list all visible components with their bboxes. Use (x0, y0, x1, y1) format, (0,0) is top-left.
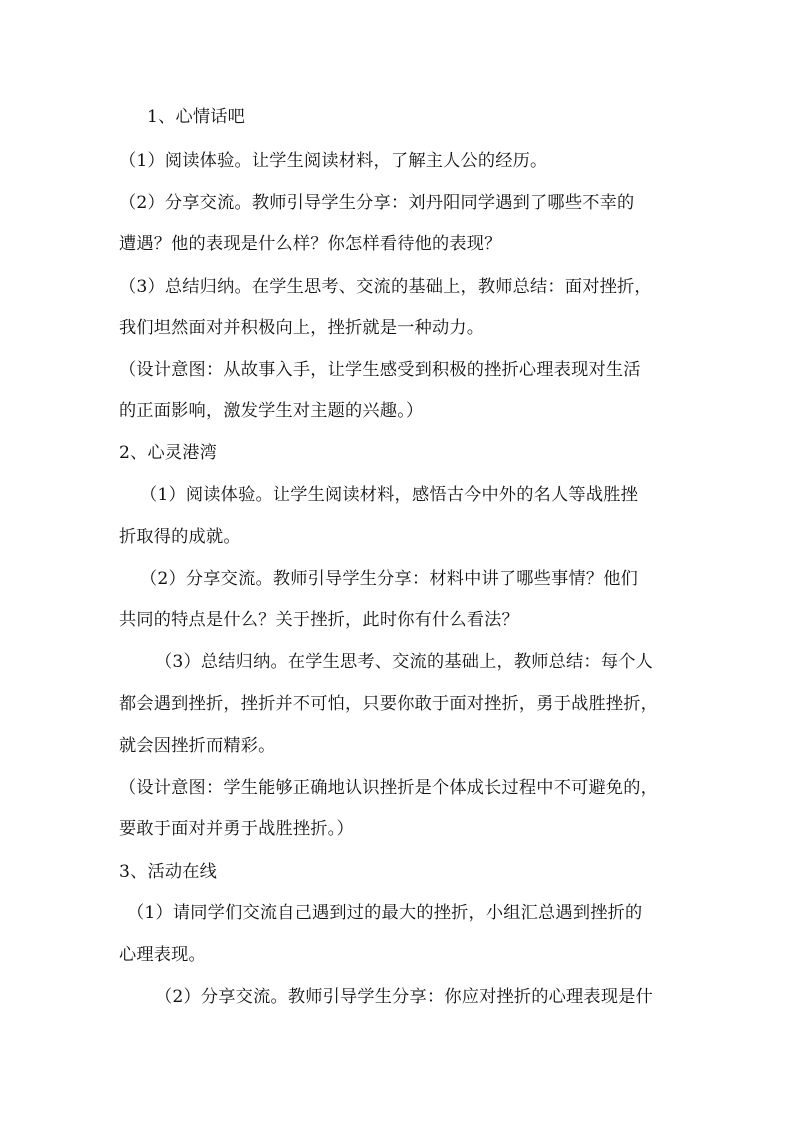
paragraph-line: （2）分享交流。教师引导学生分享：材料中讲了哪些事情？他们 (140, 569, 638, 589)
paragraph-line: 心理表现。 (119, 945, 206, 965)
paragraph-line: 就会因挫折而精彩。 (119, 736, 276, 756)
design-intent-line: （设计意图：从故事入手，让学生感受到积极的挫折心理表现对生活 (119, 360, 641, 380)
paragraph-line: （2）分享交流。教师引导学生分享：刘丹阳同学遇到了哪些不幸的 (119, 193, 635, 213)
heading-huodong-zaixian: 3、活动在线 (119, 862, 218, 882)
paragraph-line: 共同的特点是什么？关于挫折，此时你有什么看法？ (119, 610, 519, 630)
paragraph-line: （3）总结归纳。在学生思考、交流的基础上，教师总结：面对挫折， (119, 277, 652, 297)
design-intent-line: 的正面影响，激发学生对主题的兴趣。） (119, 401, 424, 421)
paragraph-line: （2）分享交流。教师引导学生分享：你应对挫折的心理表现是什 (155, 987, 653, 1007)
design-intent-line: （设计意图：学生能够正确地认识挫折是个体成长过程中不可避免的， (119, 778, 659, 798)
design-intent-line: 要敢于面对并勇于战胜挫折。） (119, 819, 354, 839)
heading-xinling-gangwan: 2、心灵港湾 (119, 443, 218, 463)
paragraph-line: 遭遇？他的表现是什么样？你怎样看待他的表现？ (119, 234, 502, 254)
paragraph-line: （1）阅读体验。让学生阅读材料，感悟古今中外的名人等战胜挫 (140, 485, 638, 505)
paragraph-line: （3）总结归纳。在学生思考、交流的基础上，教师总结：每个人 (155, 652, 653, 672)
heading-xinqing-huaba: 1、心情话吧 (147, 107, 246, 127)
paragraph-line: （1）阅读体验。让学生阅读材料，了解主人公的经历。 (119, 151, 548, 171)
paragraph-line: 我们坦然面对并积极向上，挫折就是一种动力。 (119, 318, 485, 338)
paragraph-line: 都会遇到挫折，挫折并不可怕，只要你敢于面对挫折，勇于战胜挫折， (119, 694, 659, 714)
paragraph-line: 折取得的成就。 (119, 527, 241, 547)
paragraph-line: （1）请同学们交流自己遇到过的最大的挫折，小组汇总遇到挫折的 (127, 903, 643, 923)
